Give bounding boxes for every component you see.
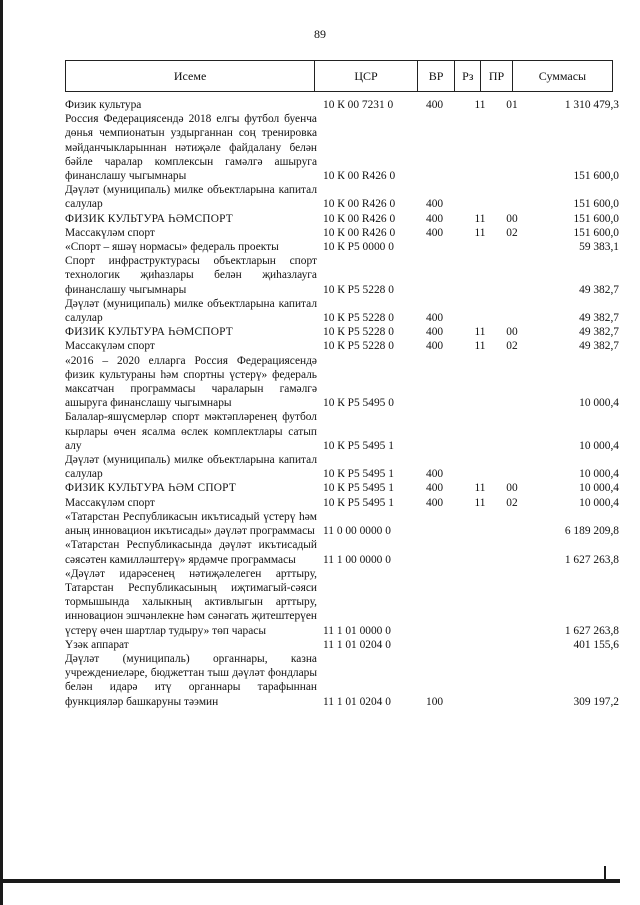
cell-vr: 100	[426, 695, 444, 708]
cell-rz	[463, 510, 497, 538]
cell-pr	[497, 567, 527, 638]
cell-csr: 10 К Р5 5495 1	[323, 496, 394, 509]
table-row	[65, 652, 627, 709]
cell-pr	[497, 254, 527, 297]
budget-table	[65, 98, 627, 709]
cell-sum: 10 000,4	[579, 397, 619, 410]
cell-csr: 11 0 00 0000 0	[323, 525, 391, 538]
budget-rows	[65, 98, 627, 709]
cell-rz	[463, 410, 497, 453]
cell-csr: 10 К Р5 5495 1	[323, 482, 394, 495]
cell-vr	[426, 240, 463, 254]
cell-name: Дәүләт (муниципаль) милке объектларына капитал салулар	[65, 184, 317, 211]
cell-name: «Татарстан Республикасында дәүләт икътисадый сәясәтен камилләштерү» ярдәмче программасы	[65, 539, 317, 566]
cell-sum: 309 197,2	[573, 695, 619, 708]
table-row	[65, 496, 627, 510]
cell-vr: 400	[426, 496, 444, 509]
cell-sum: 10 000,4	[579, 496, 619, 509]
cell-csr: 10 К 00 R426 0	[323, 170, 396, 183]
cell-name: ФИЗИК КУЛЬТУРА ҺӘМСПОРТ	[65, 326, 233, 339]
cell-pr: 02	[506, 496, 518, 509]
table-row	[65, 567, 627, 638]
cell-sum: 1 627 263,8	[564, 624, 619, 637]
table-row	[65, 112, 627, 183]
cell-csr: 11 1 01 0204 0	[323, 638, 391, 651]
table-row	[65, 481, 627, 495]
cell-pr	[497, 354, 527, 411]
cell-name: «Дәүләт идарәсенең нәтиҗәлелеген арттыру, Татарстан Республикасының иҗтимагый-сәяси тормышында халыкның активлыгын арттыру, инновацион эшчәнлекне һәм сәнәгать җитештерүен үстерү өчен шартлар тудыру» төп чарасы	[65, 567, 317, 637]
cell-pr: 00	[506, 212, 518, 225]
cell-vr: 400	[426, 312, 444, 325]
cell-pr	[497, 112, 527, 183]
cell-pr	[497, 183, 527, 211]
cell-rz	[463, 183, 497, 211]
table-row	[65, 538, 627, 566]
cell-rz	[463, 538, 497, 566]
cell-csr: 10 К Р5 5228 0	[323, 326, 394, 339]
cell-name: Үзәк аппарат	[65, 638, 129, 651]
table-row	[65, 453, 627, 481]
cell-name: Дәүләт (муниципаль) милке объектларына капитал салулар	[65, 297, 317, 325]
cell-csr: 10 К Р5 5228 0	[323, 340, 394, 353]
header-sum: Суммасы	[512, 61, 612, 92]
table-row	[65, 226, 627, 240]
cell-vr: 400	[426, 340, 444, 353]
cell-csr: 10 К Р5 5228 0	[323, 283, 394, 296]
cell-sum: 151 600,0	[573, 170, 619, 183]
cell-pr	[497, 297, 527, 325]
cell-rz: 11	[474, 99, 486, 111]
cell-name: Дәүләт (муниципаль) милке объектларына капитал салулар	[65, 454, 317, 481]
cell-vr: 400	[426, 482, 444, 495]
cell-rz	[463, 638, 497, 652]
cell-name: «2016 – 2020 елларга Россия Федерациясендә физик культураны һәм спортны үстерү» федераль максатчан программасы чараларын гамәлгә ашыруга финанслашу чыгымнары	[65, 354, 317, 410]
page-number: 89	[314, 27, 326, 41]
cell-csr: 10 К Р5 5495 1	[323, 439, 394, 452]
cell-name: Спорт инфраструктурасы объектларын спорт технологик җиһазлары белән җиһазлауга финанслашу чыгымнары	[65, 255, 317, 296]
cell-rz: 11	[474, 212, 486, 225]
table-row	[65, 240, 627, 254]
cell-vr	[426, 638, 463, 652]
cell-vr	[426, 254, 463, 297]
table-row	[65, 98, 627, 112]
scan-border-bottom	[0, 879, 620, 883]
cell-sum: 10 000,4	[579, 468, 619, 481]
cell-name: Физик культура	[65, 99, 142, 111]
cell-vr	[426, 354, 463, 411]
header-row	[66, 61, 613, 92]
cell-rz: 11	[474, 326, 486, 339]
cell-rz: 11	[474, 496, 486, 509]
cell-sum: 151 600,0	[573, 198, 619, 211]
cell-csr: 11 1 01 0204 0	[323, 695, 391, 708]
cell-vr	[426, 567, 463, 638]
cell-name: Массакүләм спорт	[65, 496, 155, 509]
cell-csr: 10 К Р5 5228 0	[323, 312, 394, 325]
table-row	[65, 638, 627, 652]
cell-pr	[497, 510, 527, 538]
cell-rz: 11	[474, 340, 486, 353]
cell-sum: 49 382,7	[579, 340, 619, 353]
table-row	[65, 325, 627, 339]
cell-pr: 00	[506, 326, 518, 339]
cell-sum: 1 310 479,3	[564, 99, 619, 111]
cell-sum: 151 600,0	[573, 212, 619, 225]
scan-border-left	[0, 0, 3, 905]
cell-csr: 10 К Р5 0000 0	[323, 241, 394, 254]
cell-csr: 10 К 00 R426 0	[323, 226, 396, 239]
cell-rz	[463, 567, 497, 638]
cell-name: «Татарстан Республикасын икътисадый үстерү һәм аның инновацион икътисады» дәүләт программасы	[65, 510, 317, 538]
cell-name: ФИЗИК КУЛЬТУРА ҺӘМ СПОРТ	[65, 482, 237, 495]
cell-vr: 400	[426, 99, 444, 111]
cell-vr: 400	[426, 198, 444, 211]
cell-vr: 400	[426, 212, 444, 225]
cell-pr	[497, 638, 527, 652]
cell-csr: 11 1 01 0000 0	[323, 624, 391, 637]
cell-rz	[463, 297, 497, 325]
cell-csr: 10 К 00 7231 0	[323, 99, 394, 111]
cell-sum: 49 382,7	[579, 283, 619, 296]
cell-csr: 11 1 00 0000 0	[323, 553, 391, 566]
cell-pr	[497, 453, 527, 481]
cell-name: «Спорт – яшәү нормасы» федераль проекты	[65, 241, 279, 254]
cell-vr	[426, 410, 463, 453]
cell-pr: 01	[506, 99, 518, 111]
cell-rz	[463, 652, 497, 709]
cell-name: ФИЗИК КУЛЬТУРА ҺӘМСПОРТ	[65, 212, 233, 225]
cell-csr: 10 К Р5 5495 0	[323, 397, 394, 410]
cell-sum: 401 155,6	[573, 638, 619, 651]
table-row	[65, 354, 627, 411]
cell-pr	[497, 410, 527, 453]
table-row	[65, 212, 627, 226]
cell-pr: 00	[506, 482, 518, 495]
table-header	[65, 60, 613, 92]
cell-rz	[463, 254, 497, 297]
table-row	[65, 254, 627, 297]
cell-sum: 10 000,4	[579, 439, 619, 452]
cell-pr: 02	[506, 340, 518, 353]
header-csr: ЦСР	[315, 61, 418, 92]
cell-csr: 10 К 00 R426 0	[323, 212, 396, 225]
cell-name: Массакүләм спорт	[65, 226, 155, 239]
table-row	[65, 510, 627, 538]
cell-pr	[497, 652, 527, 709]
cell-rz: 11	[474, 482, 486, 495]
table-row	[65, 339, 627, 353]
cell-sum: 6 189 209,8	[564, 525, 619, 538]
table-row	[65, 297, 627, 325]
cell-sum: 49 382,7	[579, 312, 619, 325]
cell-vr	[426, 112, 463, 183]
cell-pr	[497, 538, 527, 566]
cell-rz	[463, 354, 497, 411]
cell-vr: 400	[426, 468, 444, 481]
header-rz: Рз	[455, 61, 481, 92]
table-row	[65, 410, 627, 453]
cell-name: Массакүләм спорт	[65, 340, 155, 353]
cell-name: Россия Федерациясендә 2018 елгы футбол буенча дөнья чемпионатын уздырганнан соң тренировка мәйданчыкларыннан нәтиҗәле файдалану белән бәйле чаралар комплексын гамәлгә ашыруга финанслашу чыгымнары	[65, 113, 317, 183]
cell-name: Дәүләт (муниципаль) органнары, казна учреждениеләре, бюджеттан тыш дәүләт фондлары белән идарә итү органнары тарафыннан функцияләр башкаруны тәэмин	[65, 652, 317, 708]
cell-pr	[497, 240, 527, 254]
table-row	[65, 183, 627, 211]
cell-sum: 10 000,4	[579, 482, 619, 495]
header-pr: ПР	[481, 61, 513, 92]
cell-rz	[463, 453, 497, 481]
cell-sum: 1 627 263,8	[564, 553, 619, 566]
cell-rz: 11	[474, 226, 486, 239]
header-vr: ВР	[417, 61, 455, 92]
cell-rz	[463, 112, 497, 183]
cell-sum: 151 600,0	[573, 226, 619, 239]
cell-pr: 02	[506, 226, 518, 239]
cell-sum: 59 383,1	[579, 241, 619, 254]
cell-vr	[426, 538, 463, 566]
cell-name: Балалар-яшүсмерләр спорт мәктәпләренең футбол кырлары өчен ясалма өслек комплектлары сатып алу	[65, 411, 317, 452]
cell-vr: 400	[426, 326, 444, 339]
cell-csr: 10 К Р5 5495 1	[323, 468, 394, 481]
cell-csr: 10 К 00 R426 0	[323, 198, 396, 211]
cell-vr: 400	[426, 226, 444, 239]
header-name: Исеме	[66, 61, 315, 92]
cell-vr	[426, 510, 463, 538]
cell-rz	[463, 240, 497, 254]
cell-sum: 49 382,7	[579, 326, 619, 339]
scan-mark	[604, 866, 606, 879]
